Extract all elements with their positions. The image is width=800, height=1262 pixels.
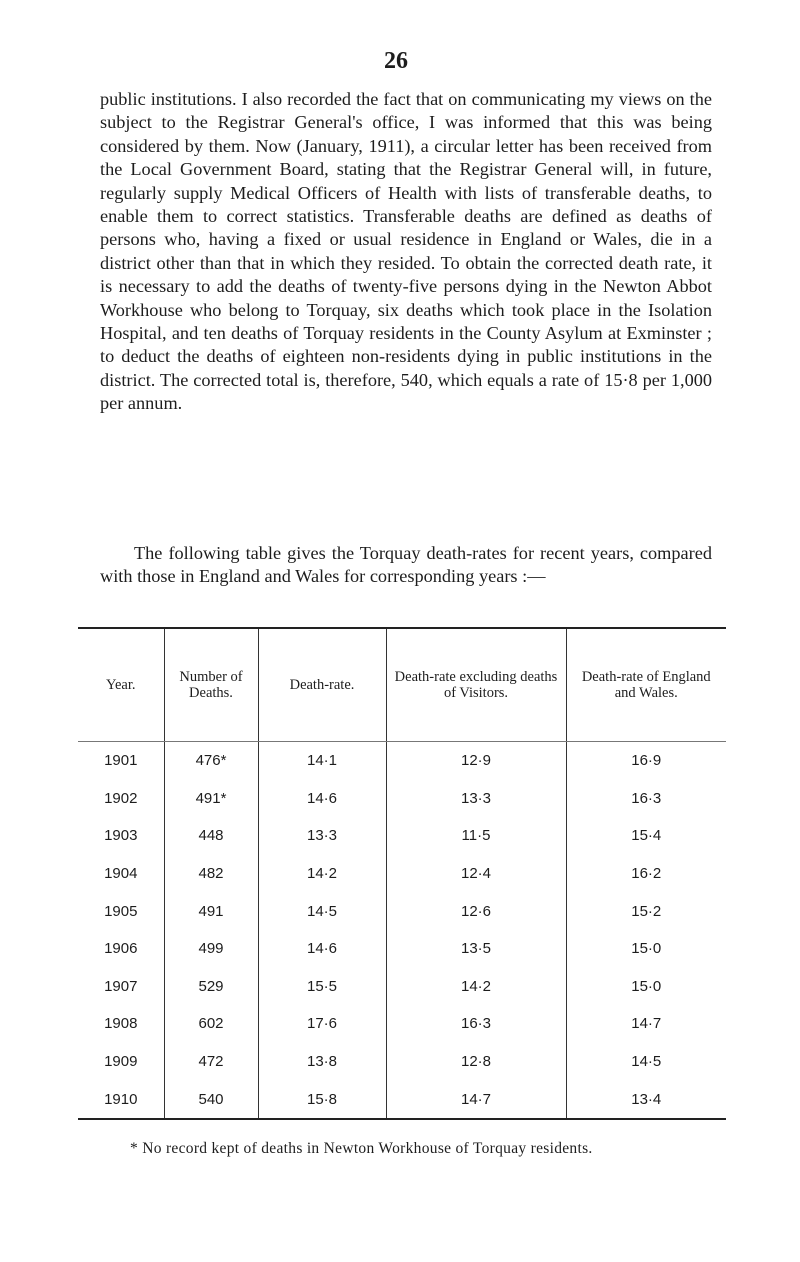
cell-number-of-deaths: 491* <box>164 780 258 818</box>
cell-number-of-deaths: 448 <box>164 817 258 855</box>
cell-number-of-deaths: 499 <box>164 930 258 968</box>
table-row <box>78 780 726 818</box>
cell-death-rate-england-wales: 15·0 <box>566 968 726 1006</box>
cell-death-rate: 14·1 <box>258 742 386 780</box>
table-row <box>78 817 726 855</box>
table-header-row <box>78 628 726 742</box>
cell-death-rate-excluding-visitors: 14·2 <box>386 968 566 1006</box>
cell-number-of-deaths: 472 <box>164 1043 258 1081</box>
cell-year: 1904 <box>104 865 138 883</box>
cell-number-of-deaths: 482 <box>164 855 258 893</box>
cell-death-rate-excluding-visitors: 11·5 <box>386 817 566 855</box>
cell-death-rate-england-wales: 15·0 <box>566 930 726 968</box>
cell-number-of-deaths: 491 <box>164 892 258 930</box>
header-number-of-deaths: Number of Deaths. <box>164 628 258 742</box>
death-rate-table <box>78 627 726 1120</box>
cell-death-rate: 13·3 <box>258 817 386 855</box>
header-death-rate: Death-rate. <box>258 628 386 742</box>
cell-death-rate-excluding-visitors: 12·4 <box>386 855 566 893</box>
cell-number-of-deaths: 476* <box>164 742 258 780</box>
cell-year: 1910 <box>104 1090 138 1108</box>
cell-year: 1903 <box>104 827 138 845</box>
page-number: 26 <box>384 48 408 74</box>
cell-death-rate-excluding-visitors: 12·8 <box>386 1043 566 1081</box>
header-death-rate-excluding-visitors: Death-rate excluding deaths of Visitors. <box>386 628 566 742</box>
cell-year: 1905 <box>104 902 138 920</box>
cell-year: 1901 <box>104 752 138 770</box>
table-row <box>78 892 726 930</box>
table-row <box>78 855 726 893</box>
cell-death-rate-excluding-visitors: 13·3 <box>386 780 566 818</box>
cell-death-rate: 14·5 <box>258 892 386 930</box>
cell-death-rate: 14·6 <box>258 930 386 968</box>
cell-death-rate-england-wales: 16·3 <box>566 780 726 818</box>
cell-year: 1906 <box>104 940 138 958</box>
cell-death-rate-excluding-visitors: 12·6 <box>386 892 566 930</box>
header-year: Year. <box>78 628 164 742</box>
cell-death-rate-england-wales: 13·4 <box>566 1080 726 1119</box>
cell-death-rate-england-wales: 14·5 <box>566 1043 726 1081</box>
cell-death-rate: 15·5 <box>258 968 386 1006</box>
cell-death-rate-excluding-visitors: 12·9 <box>386 742 566 780</box>
table-row <box>78 1080 726 1119</box>
cell-number-of-deaths: 602 <box>164 1005 258 1043</box>
cell-death-rate-excluding-visitors: 16·3 <box>386 1005 566 1043</box>
cell-year: 1908 <box>104 1015 138 1033</box>
cell-death-rate: 15·8 <box>258 1080 386 1119</box>
cell-death-rate-excluding-visitors: 13·5 <box>386 930 566 968</box>
cell-year: 1909 <box>104 1053 138 1071</box>
cell-number-of-deaths: 529 <box>164 968 258 1006</box>
cell-death-rate-england-wales: 14·7 <box>566 1005 726 1043</box>
footnote: * No record kept of deaths in Newton Workhouse of Torquay residents. <box>130 1140 593 1157</box>
header-death-rate-england-wales: Death-rate of England and Wales. <box>566 628 726 742</box>
table-row <box>78 742 726 780</box>
table-row <box>78 1043 726 1081</box>
table-row <box>78 968 726 1006</box>
cell-death-rate: 13·8 <box>258 1043 386 1081</box>
death-rate-table-container <box>78 627 726 1120</box>
cell-year: 1907 <box>104 977 138 995</box>
cell-death-rate-excluding-visitors: 14·7 <box>386 1080 566 1119</box>
cell-death-rate-england-wales: 16·2 <box>566 855 726 893</box>
cell-year: 1902 <box>104 789 138 807</box>
cell-death-rate: 14·6 <box>258 780 386 818</box>
cell-death-rate-england-wales: 15·2 <box>566 892 726 930</box>
cell-death-rate: 17·6 <box>258 1005 386 1043</box>
table-body <box>78 742 726 1119</box>
paragraph-table-intro: The following table gives the Torquay death-rates for recent years, compared with those in England and Wales for corresponding years :— <box>100 543 712 587</box>
cell-death-rate-england-wales: 15·4 <box>566 817 726 855</box>
table-row <box>78 1005 726 1043</box>
cell-death-rate-england-wales: 16·9 <box>566 742 726 780</box>
cell-death-rate: 14·2 <box>258 855 386 893</box>
cell-number-of-deaths: 540 <box>164 1080 258 1119</box>
table-row <box>78 930 726 968</box>
paragraph-public-institutions: public institutions. I also recorded the fact that on communicating my views on the subject to the Registrar General's office, I was informed that this was being considered by them. Now (January, 1911), a circular letter has been received from the Local Government Board, stating that the Registrar General will, in future, regularly supply Medical Officers of Health with lists of transferable deaths, to enable them to correct statistics. Transferable deaths are defined as deaths of persons who, having a fixed or usual residence in England or Wales, die in a district other than that in which they resided. To obtain the corrected death rate, it is necessary to add the deaths of twenty-five persons dying in the Newton Abbot Workhouse who belong to Torquay, six deaths which took place in the Isolation Hospital, and ten deaths of Torquay residents in the County Asylum at Exminster ; to deduct the deaths of eighteen non-residents dying in public institutions in the district. The corrected total is, therefore, 540, which equals a rate of 15·8 per 1,000 per annum. <box>100 89 712 414</box>
